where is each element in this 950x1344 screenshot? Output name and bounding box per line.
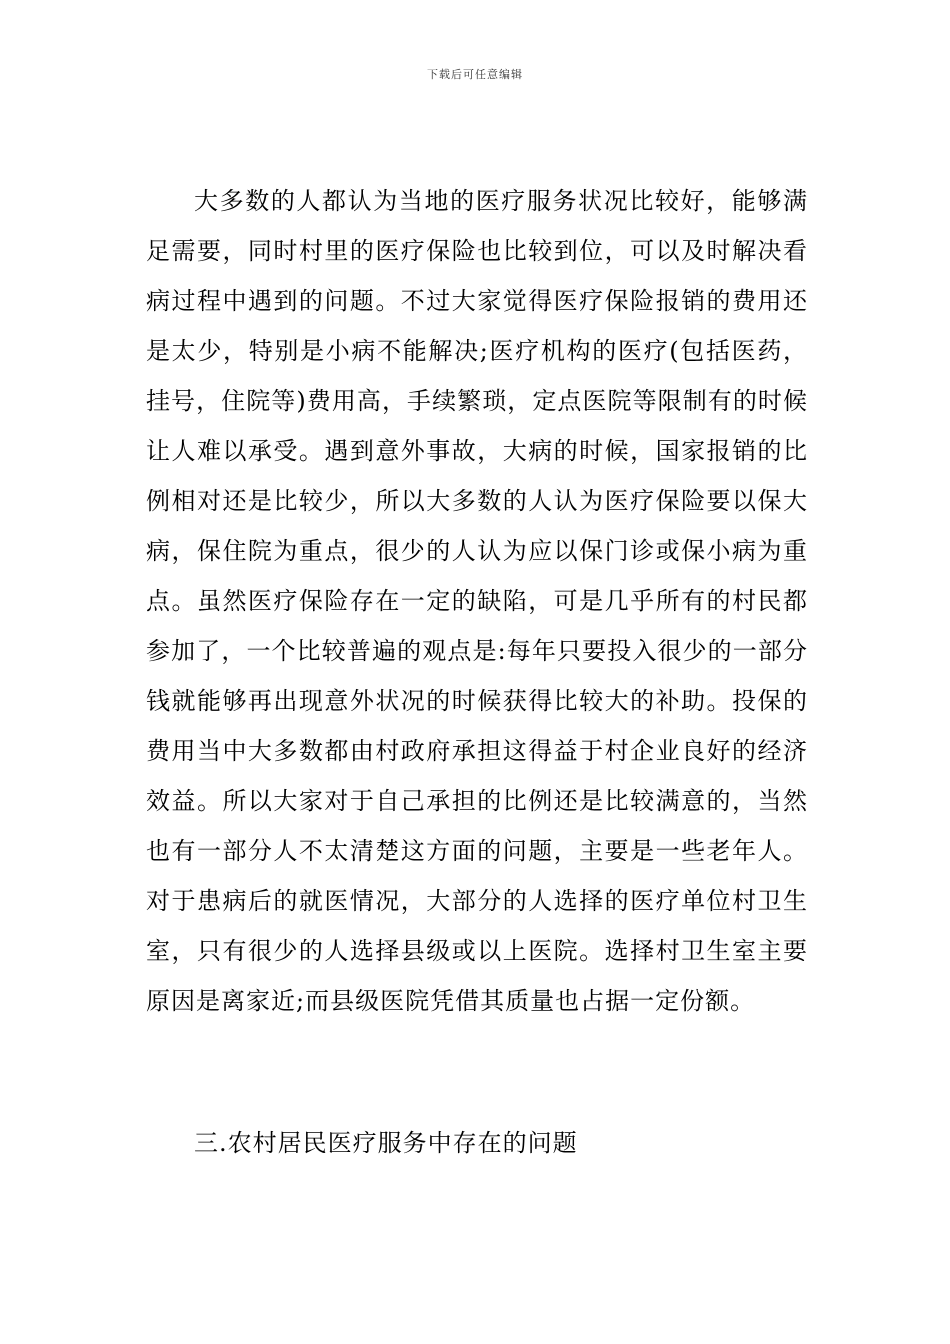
body-paragraph: 大多数的人都认为当地的医疗服务状况比较好，能够满足需要，同时村里的医疗保险也比较到位，可以及时解决看病过程中遇到的问题。不过大家觉得医疗保险报销的费用还是太少，特别是小病不能解决;医疗机构的医疗(包括医药，挂号，住院等)费用高，手续繁琐，定点医院等限制有的时候让人难以承受。遇到意外事故，大病的时候，国家报销的比例相对还是比较少，所以大多数的人认为医疗保险要以保大病，保住院为重点，很少的人认为应以保门诊或保小病为重点。虽然医疗保险存在一定的缺陷，可是几乎所有的村民都参加了，一个比较普遍的观点是:每年只要投入很少的一部分钱就能够再出现意外状况的时候获得比较大的补助。投保的费用当中大多数都由村政府承担这得益于村企业良好的经济效益。所以大家对于自己承担的比例还是比较满意的，当然也有一部分人不太清楚这方面的问题，主要是一些老年人。对于患病后的就医情况，大部分的人选择的医疗单位村卫生室，只有很少的人选择县级或以上医院。选择村卫生室主要原因是离家近;而县级医院凭借其质量也占据一定份额。: [146, 187, 808, 1015]
page-header-note: 下载后可任意编辑: [427, 68, 523, 81]
section-heading: 三.农村居民医疗服务中存在的问题: [194, 1129, 578, 1157]
